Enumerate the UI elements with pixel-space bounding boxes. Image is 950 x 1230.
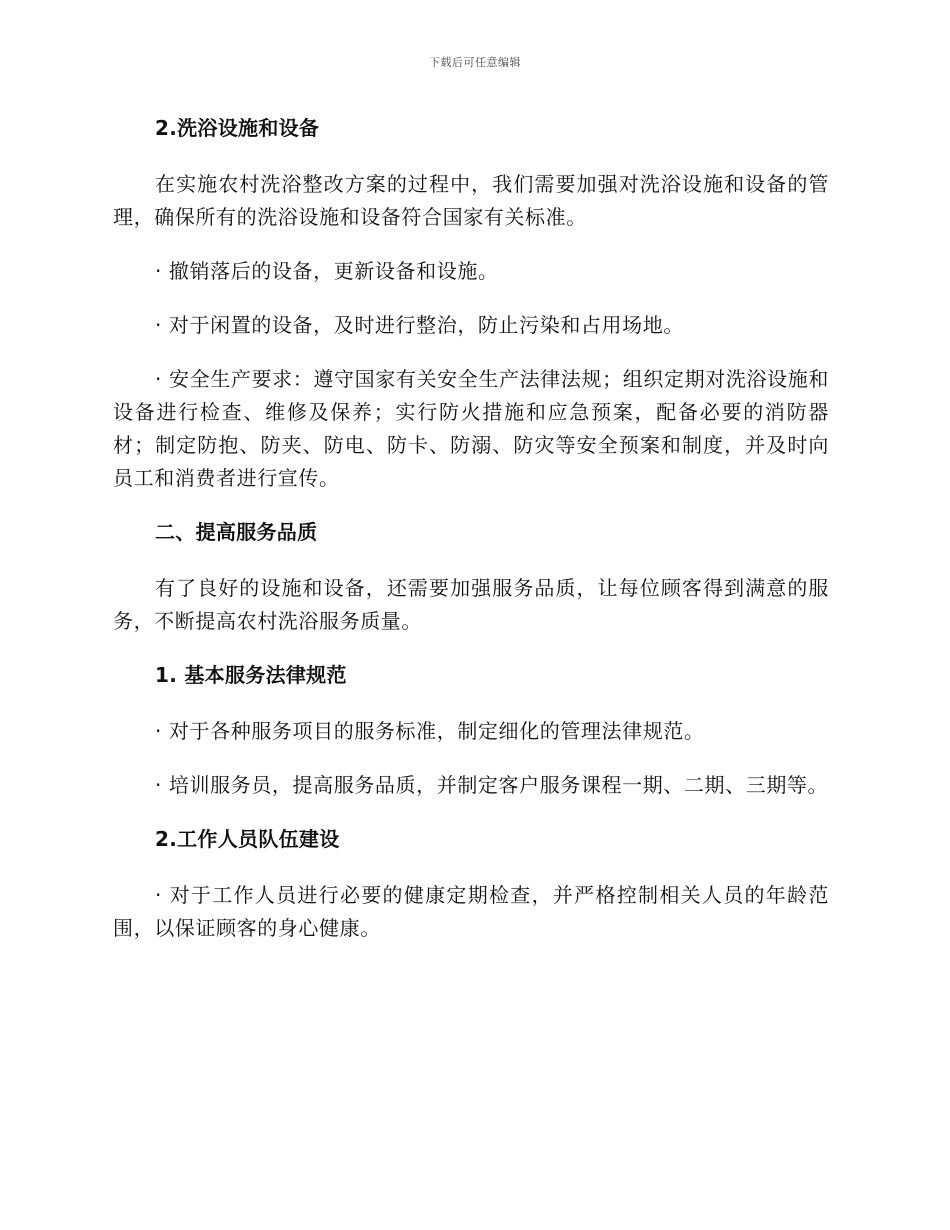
paragraph-service-intro: 有了良好的设施和设备，还需要加强服务品质，让每位顾客得到满意的服务，不断提高农村洗浴服务质量。 <box>113 576 829 633</box>
section-heading-service-norms: 1. 基本服务法律规范 <box>155 663 347 687</box>
section-heading-facilities: 2.洗浴设施和设备 <box>155 116 320 140</box>
bullet-replace-equipment: · 撤销落后的设备，更新设备和设施。 <box>155 259 499 283</box>
section-heading-service-quality: 二、提高服务品质 <box>155 520 318 544</box>
section-heading-staff-team: 2.工作人员队伍建设 <box>155 827 340 851</box>
header-note: 下载后可任意编辑 <box>429 56 521 69</box>
bullet-health-checks: · 对于工作人员进行必要的健康定期检查，并严格控制相关人员的年龄范围，以保证顾客的身心健康。 <box>113 883 829 940</box>
bullet-service-standards: · 对于各种服务项目的服务标准，制定细化的管理法律规范。 <box>155 719 705 743</box>
bullet-safety-requirements: · 安全生产要求：遵守国家有关安全生产法律法规；组织定期对洗浴设施和设备进行检查、维修及保养；实行防火措施和应急预案，配备必要的消防器材；制定防抱、防夹、防电、防卡、防溺、防灾等安全预案和制度，并及时向员工和消费者进行宣传。 <box>113 367 829 490</box>
document-body <box>113 112 829 945</box>
bullet-staff-training: · 培训服务员，提高服务品质，并制定客户服务课程一期、二期、三期等。 <box>155 773 829 797</box>
bullet-idle-equipment: · 对于闲置的设备，及时进行整治，防止污染和占用场地。 <box>155 313 684 337</box>
paragraph-facilities-intro: 在实施农村洗浴整改方案的过程中，我们需要加强对洗浴设施和设备的管理，确保所有的洗浴设施和设备符合国家有关标准。 <box>113 172 829 229</box>
